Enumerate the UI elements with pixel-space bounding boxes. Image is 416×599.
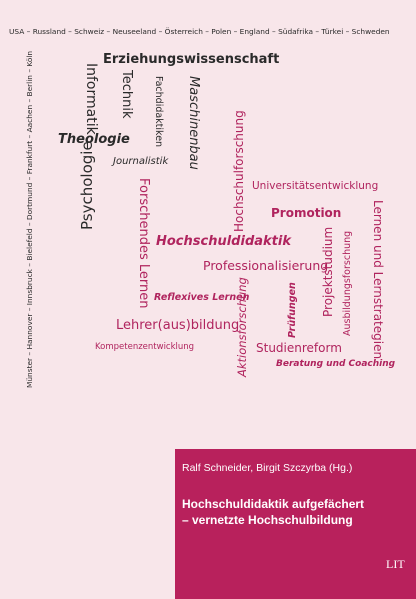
word-hochschuldidaktik: Hochschuldidaktik bbox=[156, 234, 291, 249]
word-studienreform: Studienreform bbox=[256, 341, 342, 355]
word-lernen-lernstrategien: Lernen und Lernstrategien bbox=[371, 200, 385, 360]
countries-line: USA – Russland – Schweiz – Neuseeland – Österreich – Polen – England – Südafrika – Türkei – Schweden bbox=[9, 27, 390, 36]
word-pruefungen: Prüfungen bbox=[287, 282, 298, 338]
word-universitaetsentwicklung: Universitätsentwicklung bbox=[252, 180, 379, 192]
word-promotion: Promotion bbox=[271, 206, 342, 220]
cities-line: Münster – Hannover – Innsbruck – Bielefeld – Dortmund – Frankfurt – Aachen – Berlin – Köln bbox=[25, 50, 34, 388]
book-title-line-2: – vernetzte Hochschulbildung bbox=[182, 513, 353, 527]
word-kompetenzentwicklung: Kompetenzentwicklung bbox=[95, 342, 195, 352]
word-reflexives-lernen: Reflexives Lernen bbox=[154, 292, 250, 303]
authors: Ralf Schneider, Birgit Szczyrba (Hg.) bbox=[182, 462, 353, 474]
word-professionalisierung: Professionalisierung bbox=[203, 258, 329, 273]
word-hochschulforschung: Hochschulforschung bbox=[232, 110, 246, 232]
word-psychologie: Psychologie bbox=[78, 141, 96, 230]
publisher-logo: LIT bbox=[386, 557, 405, 571]
title-panel bbox=[175, 449, 416, 599]
word-journalistik: Journalistik bbox=[113, 156, 169, 167]
word-informatik: Informatik bbox=[83, 63, 99, 135]
word-forschendes-lernen: Forschendes Lernen bbox=[136, 178, 151, 309]
word-erziehungswissenschaft: Erziehungswissenschaft bbox=[103, 52, 280, 67]
book-title-line-1: Hochschuldidaktik aufgefächert bbox=[182, 497, 365, 511]
word-aktionsforschung: Aktionsforschung bbox=[235, 277, 249, 377]
word-beratung-coaching: Beratung und Coaching bbox=[276, 359, 396, 369]
word-ausbildungsforschung: Ausbildungsforschung bbox=[342, 230, 353, 336]
word-maschinenbau: Maschinenbau bbox=[186, 76, 201, 170]
word-lehrerausbildung: Lehrer(aus)bildung bbox=[116, 318, 240, 333]
word-technik: Technik bbox=[119, 70, 134, 119]
word-fachdidaktiken: Fachdidaktiken bbox=[153, 76, 164, 148]
word-theologie: Theologie bbox=[58, 132, 130, 147]
word-projektstudium: Projektstudium bbox=[321, 226, 335, 317]
